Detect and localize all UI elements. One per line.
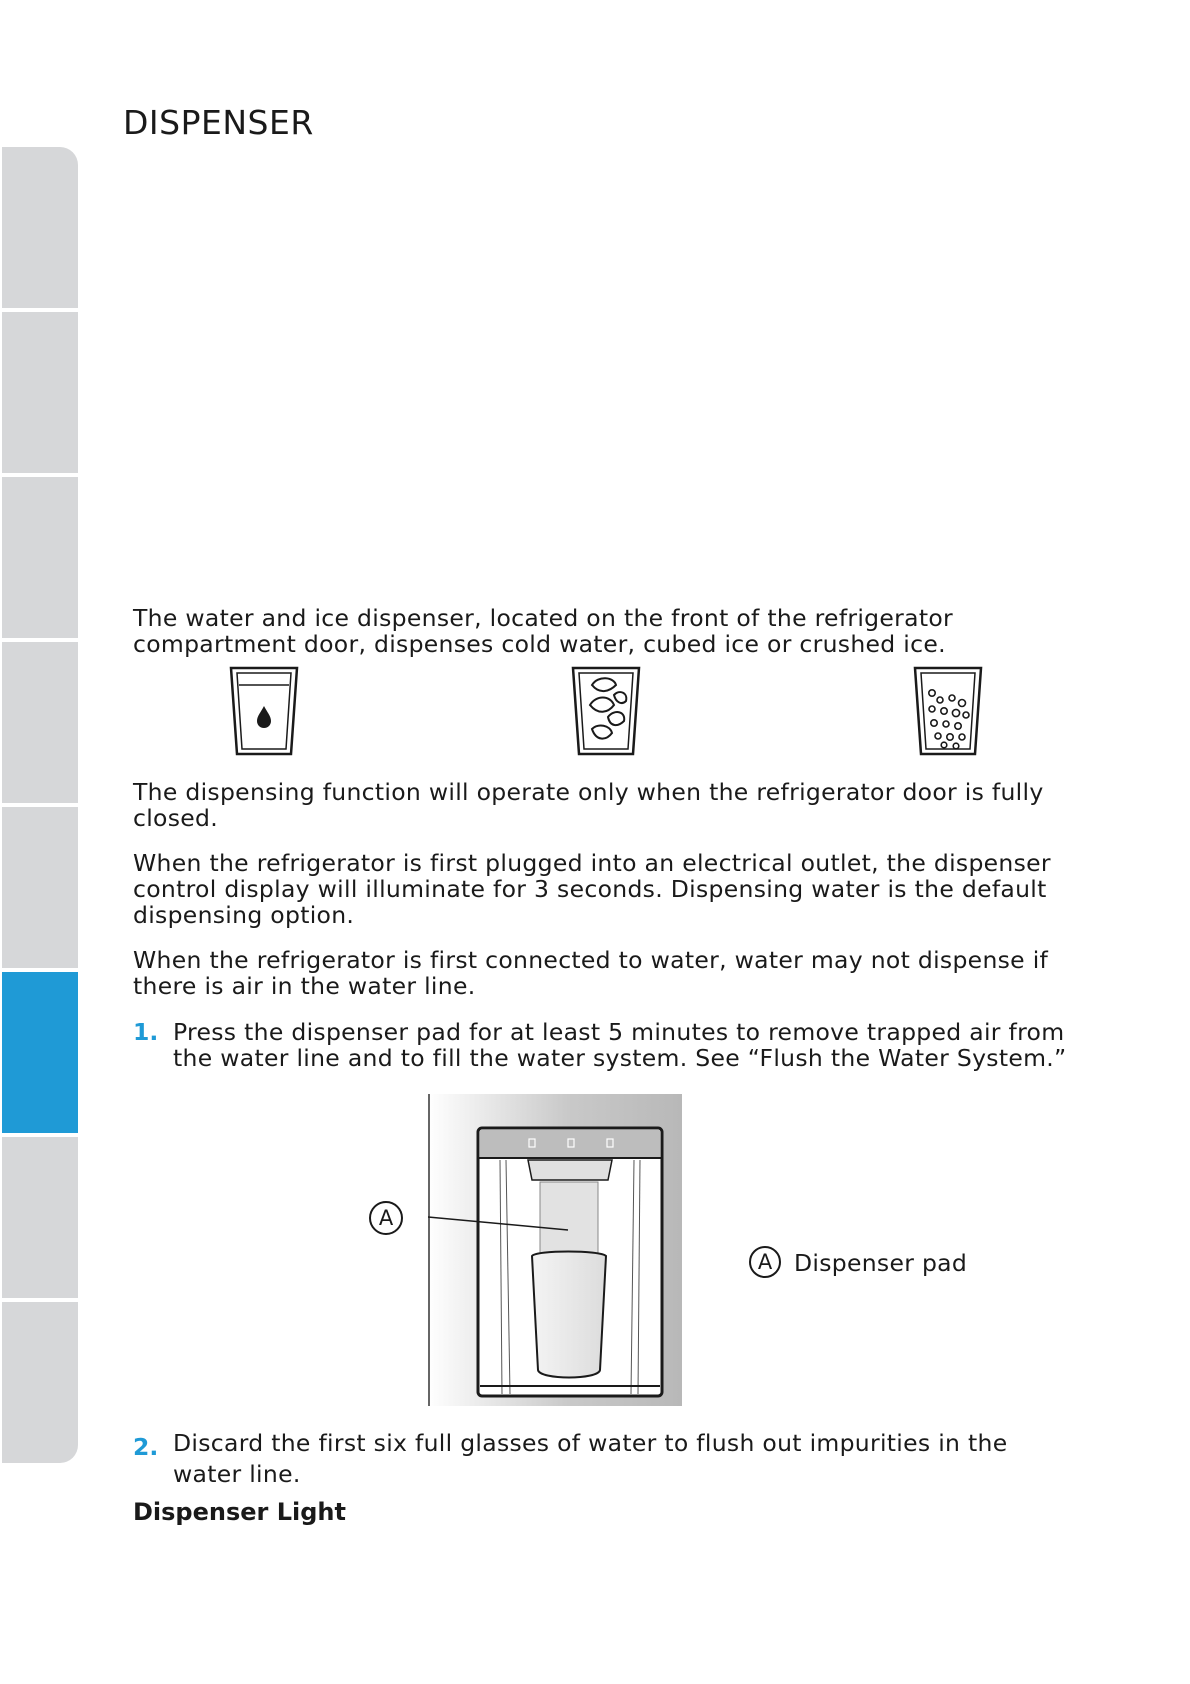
step-1-text: Press the dispenser pad for at least 5 minutes to remove trapped air from the water line and to fill the water system. See “Flush the Water System.” bbox=[173, 1018, 1067, 1072]
step-2-text: Discard the first six full glasses of water to flush out impurities in the water line. bbox=[173, 1429, 1008, 1488]
callout-a-marker bbox=[368, 1200, 404, 1236]
section-tab-7[interactable] bbox=[2, 1137, 78, 1298]
section-tab-1[interactable] bbox=[2, 147, 78, 308]
section-tab-5[interactable] bbox=[2, 807, 78, 968]
callout-a-letter: A bbox=[378, 1206, 394, 1230]
crushed-ice-glass-icon bbox=[912, 665, 984, 757]
door-closed-paragraph: The dispensing function will operate only when the refrigerator door is fully closed. bbox=[133, 778, 1044, 832]
section-tab-3[interactable] bbox=[2, 477, 78, 638]
cubed-ice-glass-icon bbox=[570, 665, 642, 757]
intro-paragraph: The water and ice dispenser, located on the front of the refrigerator compartment door, dispenses cold water, cubed ice or crushed ice. bbox=[133, 604, 953, 658]
legend-a-letter: A bbox=[757, 1250, 773, 1274]
section-tab-4[interactable] bbox=[2, 642, 78, 803]
first-plugged-paragraph: When the refrigerator is first plugged into an electrical outlet, the dispenser control display will illuminate for 3 seconds. Dispensing water is the default dispensing option. bbox=[133, 849, 1051, 929]
air-in-line-paragraph: When the refrigerator is first connected to water, water may not dispense if there is air in the water line. bbox=[133, 946, 1049, 1000]
dispenser-light-heading: Dispenser Light bbox=[133, 1498, 346, 1526]
legend-a-marker bbox=[748, 1245, 782, 1279]
step-2-number: 2. bbox=[133, 1433, 159, 1461]
section-tabs bbox=[2, 147, 78, 1457]
legend-label: Dispenser pad bbox=[794, 1249, 968, 1277]
water-glass-icon bbox=[228, 665, 300, 757]
step-1-number: 1. bbox=[133, 1018, 159, 1046]
section-tab-6-active[interactable] bbox=[2, 972, 78, 1133]
dispenser-illustration bbox=[428, 1094, 682, 1406]
section-tab-8[interactable] bbox=[2, 1302, 78, 1463]
page-title: DISPENSER bbox=[123, 103, 314, 142]
section-tab-2[interactable] bbox=[2, 312, 78, 473]
